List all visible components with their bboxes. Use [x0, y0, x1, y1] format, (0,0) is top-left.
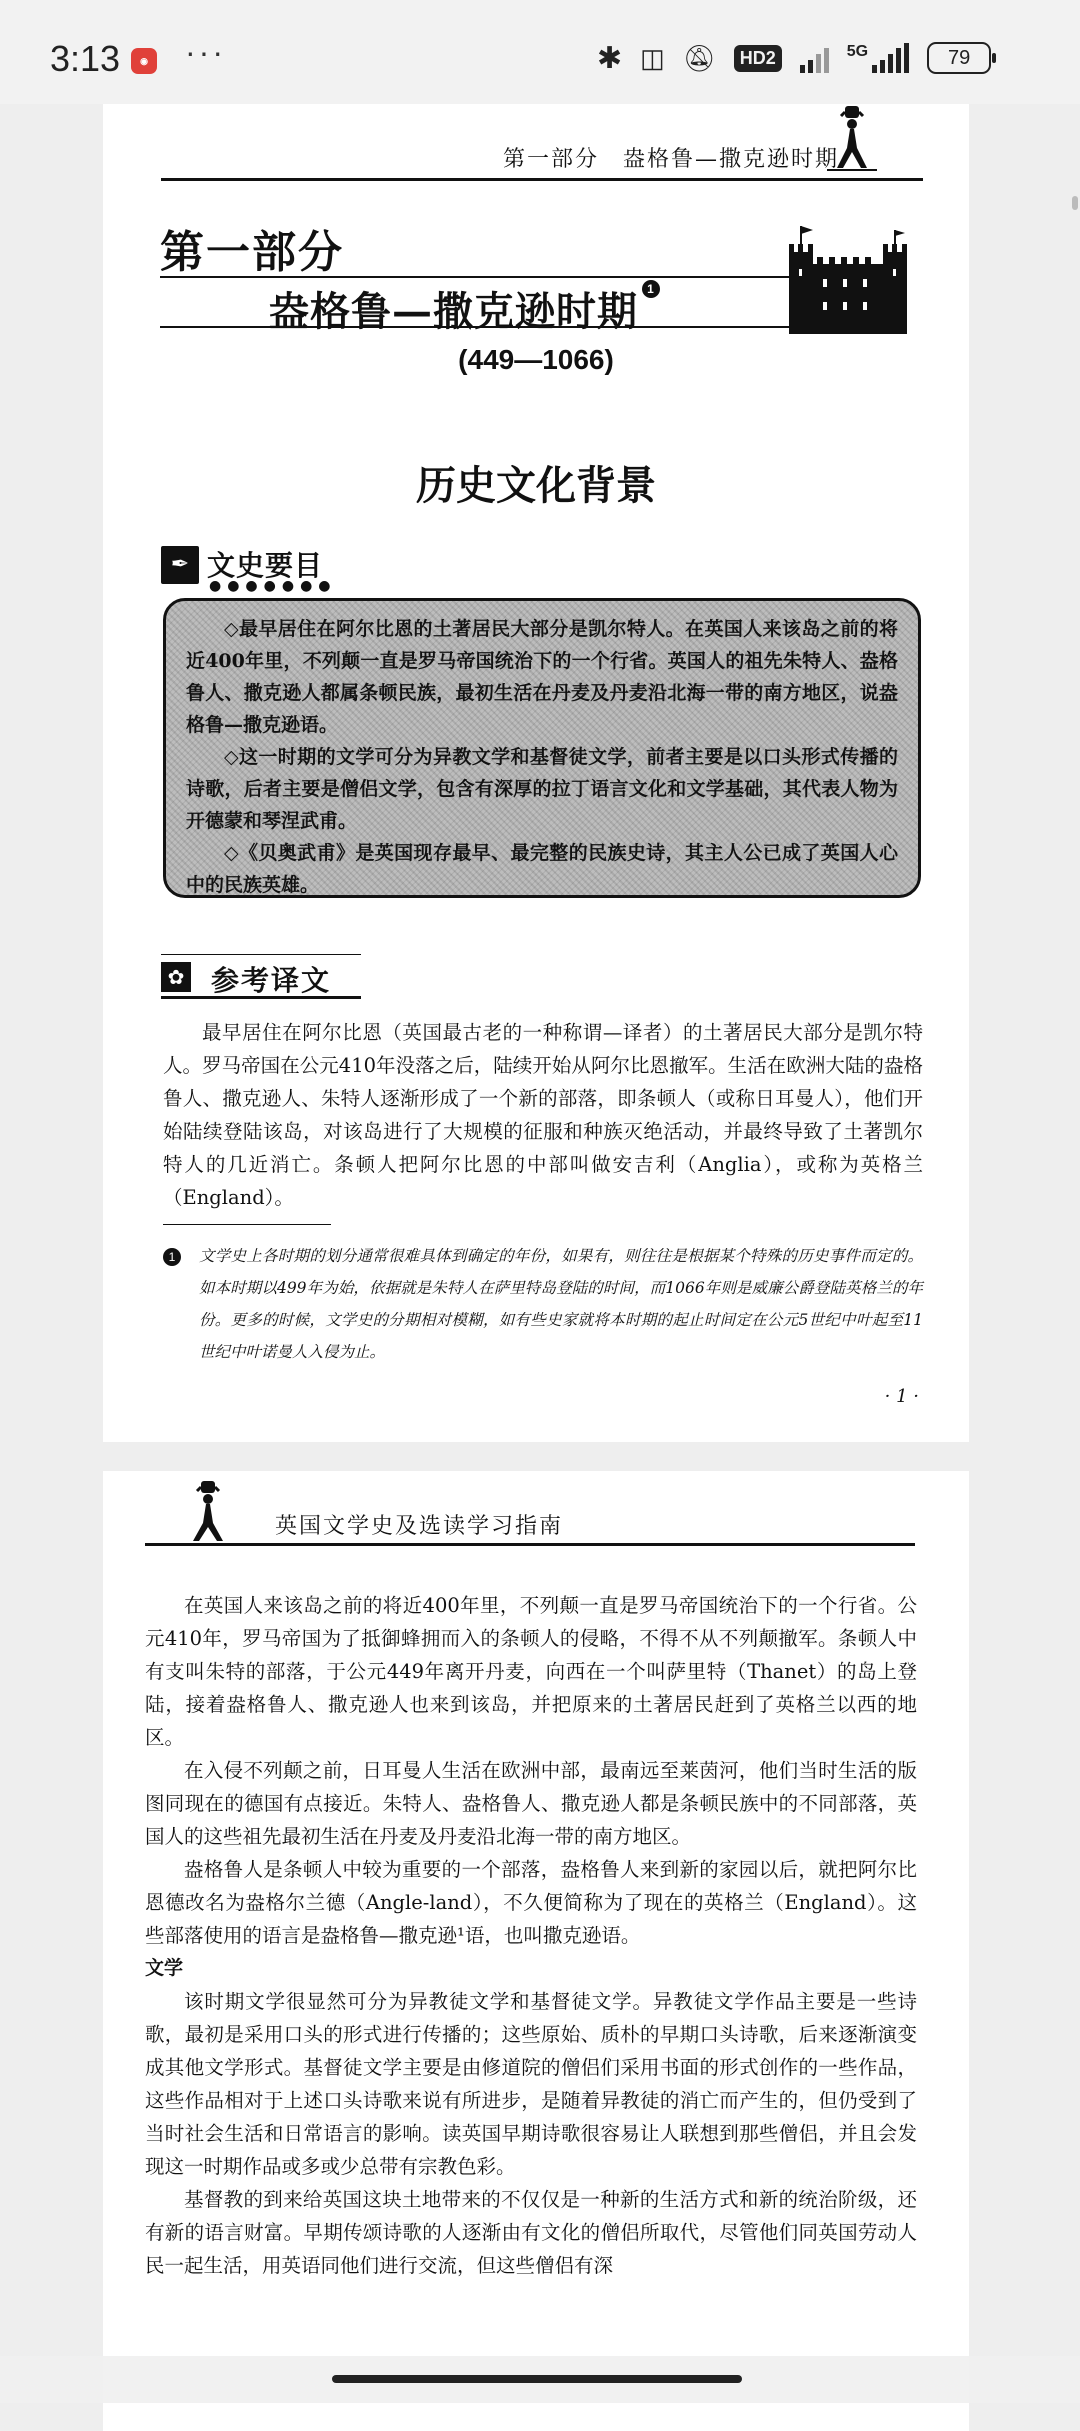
document-page-2	[103, 1471, 969, 2431]
vibrate-icon: ◫	[640, 42, 665, 73]
paragraph: 基督教的到来给英国这块土地带来的不仅仅是一种新的生活方式和新的统治阶级，还有新的语言财富。早期传颂诗歌的人逐渐由有文化的僧侣所取代，尽管他们同英国劳动人民一起生活，用英语同他们进行交流，但这些僧侣有深	[145, 2188, 917, 2277]
paragraph: 在英国人来该岛之前的将近400年里，不列颠一直是罗马帝国统治下的一个行省。公元410年，罗马帝国为了抵御蜂拥而入的条顿人的侵略，不得不从不列颠撤军。条顿人中有支叫朱特的部落，于公元449年离开丹麦，向西在一个叫萨里特（Thanet）的岛上登陆，接着盎格鲁人、撒克逊人也来到该岛，并把原来的土著居民赶到了英格兰以西的地区。	[145, 1594, 917, 1749]
translation-rule	[161, 996, 361, 999]
title-rule-1	[160, 276, 820, 278]
running-header: 第一部分 盎格鲁—撒克逊时期	[502, 147, 839, 172]
gear-icon: ✿	[161, 962, 191, 992]
period-title	[269, 280, 660, 337]
paragraph: 在入侵不列颠之前，日耳曼人生活在欧洲中部，最南远至莱茵河，他们当时生活的版图同现在的德国有点接近。朱特人、盎格鲁人、撒克逊人都是条顿民族中的不同部落，英国人的这些祖先最初生活在丹麦及丹麦沿北海一带的南方地区。	[145, 1759, 917, 1848]
document-page-1	[103, 104, 969, 1442]
running-header: 英国文学史及选读学习指南	[275, 1514, 564, 1539]
summary-paragraph: ◇这一时期的文学可分为异教文学和基督徒文学，前者主要是以口头形式传播的诗歌，后者主要是僧侣文学，包含有深厚的拉丁语言文化和文学基础，其代表人物为开德蒙和琴涅武甫。	[186, 746, 898, 832]
bluetooth-icon: ✱	[597, 41, 623, 75]
status-bar	[0, 0, 1080, 104]
status-icons	[597, 38, 991, 78]
decorative-dots: ●●●●●●●	[209, 578, 337, 594]
footnote-mark: 1	[163, 1248, 181, 1266]
castle-illustration	[783, 224, 913, 334]
app-notification-icon: ◉	[131, 48, 157, 74]
translation-label: 参考译文	[211, 964, 332, 997]
running-header-rule	[145, 1543, 915, 1546]
footnote: 文学史上各时期的划分通常很难具体到确定的年份，如果有，则往往是根据某个特殊的历史事件而定的。如本时期以499年为始，依据就是朱特人在萨里特岛登陆的时间，而1066年则是威廉公爵登陆英格兰的年份。更多的时候，文学史的分期相对模糊，如有些史家就将本时期的起止时间定在公元5世纪中叶起至11世纪中叶诺曼人入侵为止。	[199, 1247, 923, 1361]
translation-text	[163, 1016, 923, 1214]
period-footnote-mark: 1	[642, 280, 660, 298]
footnote-rule	[163, 1224, 331, 1225]
status-time: 3:13	[50, 38, 121, 79]
part-title: 第一部分	[160, 227, 344, 278]
paragraph: 最早居住在阿尔比恩（英国最古老的一种称谓—译者）的土著居民大部分是凯尔特人。罗马帝国在公元410年没落之后，陆续开始从阿尔比恩撤军。生活在欧洲大陆的盎格鲁人、撒克逊人、朱特人逐渐形成了一个新的部落，即条顿人（或称日耳曼人），他们开始陆续登陆该岛，对该岛进行了大规模的征服和种族灭绝活动，并最终导致了土著凯尔特人的几近消亡。条顿人把阿尔比恩的中部叫做安吉利（Anglia），或称为英格兰（England）。	[163, 1021, 923, 1209]
mute-icon: 🔕︎	[682, 42, 716, 73]
network-type: 5G	[846, 43, 869, 60]
body-text	[145, 1589, 917, 2282]
translation-top-rule	[161, 954, 361, 955]
scroll-indicator[interactable]	[1072, 196, 1078, 210]
battery-icon: 79	[927, 42, 991, 74]
paragraph: 该时期文学很显然可分为异教徒文学和基督徒文学。异教徒文学作品主要是一些诗歌，最初是采用口头的形式进行传播的；这些原始、质朴的早期口头诗歌，后来逐渐演变成其他文学形式。基督徒文学主要是由修道院的僧侣们采用书面的形式创作的一些作品，这些作品相对于上述口头诗歌来说有所进步，是随着异教徒的消亡而产生的，但仍受到了当时社会生活和日常语言的影响。读英国早期诗歌很容易让人联想到那些僧侣，并且会发现这一时期作品或多或少总带有宗教色彩。	[145, 1990, 917, 2178]
page-number: · 1 ·	[884, 1386, 919, 1407]
home-indicator[interactable]	[332, 2375, 742, 2383]
literature-heading: 文学	[145, 1957, 184, 1979]
more-notifications-indicator: ···	[185, 34, 226, 70]
period-years: (449—1066)	[458, 344, 614, 375]
summary-paragraph: ◇最早居住在阿尔比恩的土著居民大部分是凯尔特人。在英国人来该岛之前的将近400年里，不列颠一直是罗马帝国统治下的一个行省。英国人的祖先朱特人、盎格鲁人、撒克逊人都属条顿民族，最初生活在丹麦及丹麦沿北海一带的南方地区，说盎格鲁—撒克逊语。	[186, 618, 898, 736]
summary-paragraph: ◇《贝奥武甫》是英国现存最早、最完整的民族史诗，其主人公已成了英国人心中的民族英雄。	[186, 842, 898, 896]
section-title: 历史文化背景	[416, 463, 656, 509]
paragraph: 盎格鲁人是条顿人中较为重要的一个部落，盎格鲁人来到新的家园以后，就把阿尔比恩德改名为盎格尔兰德（Angle-land），不久便简称为了现在的英格兰（England）。这些部落使用的语言是盎格鲁—撒克逊¹语，也叫撒克逊语。	[145, 1858, 917, 1947]
signal-1-icon	[800, 43, 829, 73]
summary-box	[163, 598, 921, 898]
hd-voice-badge: HD2	[734, 45, 782, 72]
signal-2-icon	[872, 43, 909, 73]
quill-icon: ✒	[161, 546, 199, 584]
water-carrier-figure-icon	[817, 104, 887, 172]
summary-label: 文史要目	[207, 549, 324, 582]
period-title-text: 盎格鲁—撒克逊时期	[269, 288, 638, 335]
water-carrier-figure-icon	[173, 1479, 243, 1545]
